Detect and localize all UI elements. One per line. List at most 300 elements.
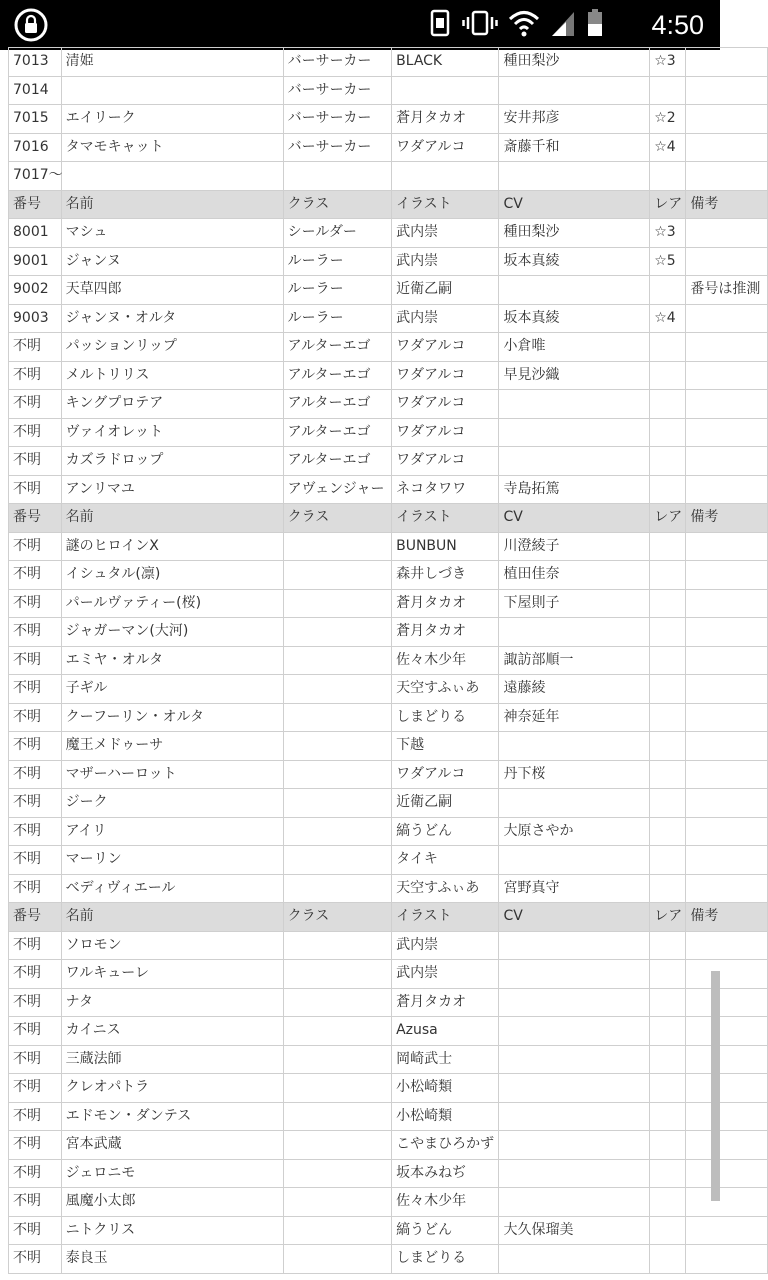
cell-name: ニトクリス	[61, 1216, 283, 1245]
cell-class: アルターエゴ	[283, 390, 391, 419]
header-cell-note: 備考	[686, 190, 768, 219]
header-cell-illustrator: イラスト	[392, 190, 499, 219]
cell-number: 不明	[9, 1131, 62, 1160]
cell-cv	[499, 276, 650, 305]
cell-rarity: ☆4	[650, 133, 686, 162]
cell-cv: 種田梨沙	[499, 48, 650, 77]
cell-class	[283, 1216, 391, 1245]
header-cell-illustrator: イラスト	[392, 504, 499, 533]
cell-note	[686, 1045, 768, 1074]
cell-illustrator: タイキ	[392, 846, 499, 875]
cell-number: 不明	[9, 1017, 62, 1046]
header-cell-class: クラス	[283, 903, 391, 932]
cell-illustrator: ワダアルコ	[392, 133, 499, 162]
cell-cv	[499, 789, 650, 818]
cell-rarity	[650, 1159, 686, 1188]
cell-number: 不明	[9, 361, 62, 390]
header-cell-name: 名前	[61, 903, 283, 932]
cell-name: ジャンヌ・オルタ	[61, 304, 283, 333]
cell-class	[283, 1017, 391, 1046]
cell-note	[686, 133, 768, 162]
header-cell-rarity: レア	[650, 190, 686, 219]
cell-number: 不明	[9, 1245, 62, 1274]
cell-number: 不明	[9, 1045, 62, 1074]
table-row	[9, 817, 768, 846]
cell-rarity	[650, 931, 686, 960]
cell-cv	[499, 162, 650, 191]
cell-illustrator: 武内崇	[392, 247, 499, 276]
cell-name: 子ギル	[61, 675, 283, 704]
cell-name: 魔王メドゥーサ	[61, 732, 283, 761]
cell-rarity	[650, 1188, 686, 1217]
cell-rarity	[650, 817, 686, 846]
table-row	[9, 532, 768, 561]
cell-illustrator: 武内崇	[392, 960, 499, 989]
cell-cv	[499, 988, 650, 1017]
cell-cv	[499, 618, 650, 647]
cell-illustrator: 縞うどん	[392, 817, 499, 846]
cell-illustrator: 天空すふぃあ	[392, 874, 499, 903]
cell-class: アルターエゴ	[283, 333, 391, 362]
cell-rarity	[650, 390, 686, 419]
cell-illustrator: Azusa	[392, 1017, 499, 1046]
cell-note	[686, 1245, 768, 1274]
table-row	[9, 675, 768, 704]
cell-name: ヴァイオレット	[61, 418, 283, 447]
cell-number: 不明	[9, 618, 62, 647]
header-cell-number: 番号	[9, 903, 62, 932]
cell-number: 不明	[9, 1159, 62, 1188]
cell-note	[686, 1131, 768, 1160]
cell-class	[283, 931, 391, 960]
cell-name: マザーハーロット	[61, 760, 283, 789]
cell-illustrator: 近衛乙嗣	[392, 789, 499, 818]
cell-cv	[499, 1131, 650, 1160]
cell-number: 不明	[9, 532, 62, 561]
cell-class: バーサーカー	[283, 105, 391, 134]
header-cell-number: 番号	[9, 504, 62, 533]
cell-illustrator: 佐々木少年	[392, 646, 499, 675]
cell-class	[283, 1045, 391, 1074]
cell-rarity	[650, 532, 686, 561]
cell-cv: 坂本真綾	[499, 247, 650, 276]
cell-cv	[499, 732, 650, 761]
cell-class	[283, 561, 391, 590]
cell-cv: 大久保瑠美	[499, 1216, 650, 1245]
cell-number: 不明	[9, 789, 62, 818]
cell-name: マーリン	[61, 846, 283, 875]
cell-illustrator: ワダアルコ	[392, 418, 499, 447]
cell-class	[283, 532, 391, 561]
cell-class	[283, 874, 391, 903]
cell-name: ジャガーマン(大河)	[61, 618, 283, 647]
cell-cv	[499, 1245, 650, 1274]
cell-cv: 寺島拓篤	[499, 475, 650, 504]
header-cell-class: クラス	[283, 190, 391, 219]
cell-rarity	[650, 1017, 686, 1046]
table-row	[9, 760, 768, 789]
cell-cv: 斎藤千和	[499, 133, 650, 162]
cell-note	[686, 874, 768, 903]
cell-illustrator: ワダアルコ	[392, 390, 499, 419]
cell-name: キングプロテア	[61, 390, 283, 419]
cell-note	[686, 76, 768, 105]
cell-class: バーサーカー	[283, 76, 391, 105]
cell-name: メルトリリス	[61, 361, 283, 390]
cell-class	[283, 1245, 391, 1274]
cell-rarity: ☆3	[650, 48, 686, 77]
cell-note	[686, 247, 768, 276]
cell-name: ナタ	[61, 988, 283, 1017]
cell-rarity: ☆2	[650, 105, 686, 134]
cell-illustrator: ネコタワワ	[392, 475, 499, 504]
table-row	[9, 76, 768, 105]
cell-name: ワルキューレ	[61, 960, 283, 989]
cell-class	[283, 846, 391, 875]
cell-illustrator: 武内崇	[392, 931, 499, 960]
table-row	[9, 475, 768, 504]
cell-name: パールヴァティー(桜)	[61, 589, 283, 618]
cell-name: アンリマユ	[61, 475, 283, 504]
cell-number: 7014	[9, 76, 62, 105]
cell-note	[686, 589, 768, 618]
cell-name: ジーク	[61, 789, 283, 818]
cell-note	[686, 817, 768, 846]
cell-name: カイニス	[61, 1017, 283, 1046]
cell-name: マシュ	[61, 219, 283, 248]
cell-illustrator: ワダアルコ	[392, 447, 499, 476]
cell-note	[686, 532, 768, 561]
cell-rarity	[650, 732, 686, 761]
cell-cv	[499, 76, 650, 105]
cell-class	[283, 162, 391, 191]
cell-class: アルターエゴ	[283, 361, 391, 390]
cell-rarity: ☆5	[650, 247, 686, 276]
cell-cv	[499, 846, 650, 875]
table-row	[9, 333, 768, 362]
cell-note	[686, 988, 768, 1017]
cell-number: 不明	[9, 447, 62, 476]
cell-class	[283, 646, 391, 675]
cell-class	[283, 1131, 391, 1160]
scrollbar[interactable]	[711, 971, 720, 1201]
cell-rarity	[650, 874, 686, 903]
table-row	[9, 646, 768, 675]
cell-class	[283, 760, 391, 789]
cell-illustrator: 森井しづき	[392, 561, 499, 590]
cell-illustrator: 下越	[392, 732, 499, 761]
table-row	[9, 1216, 768, 1245]
cell-illustrator	[392, 76, 499, 105]
cell-rarity	[650, 1245, 686, 1274]
table-row	[9, 561, 768, 590]
cell-note	[686, 703, 768, 732]
table-row	[9, 618, 768, 647]
cell-cv	[499, 1102, 650, 1131]
header-cell-rarity: レア	[650, 504, 686, 533]
cell-illustrator: 蒼月タカオ	[392, 589, 499, 618]
cell-illustrator: 小松崎類	[392, 1074, 499, 1103]
cell-number: 7013	[9, 48, 62, 77]
table-row	[9, 418, 768, 447]
table-row	[9, 447, 768, 476]
cell-rarity	[650, 418, 686, 447]
table-row	[9, 247, 768, 276]
cell-number: 不明	[9, 333, 62, 362]
cell-class: シールダー	[283, 219, 391, 248]
cell-number: 不明	[9, 589, 62, 618]
cell-illustrator: 蒼月タカオ	[392, 105, 499, 134]
cell-rarity	[650, 333, 686, 362]
cell-name: 天草四郎	[61, 276, 283, 305]
cell-illustrator: 武内崇	[392, 219, 499, 248]
clock: 4:50	[651, 10, 704, 40]
cell-class	[283, 1159, 391, 1188]
table-row	[9, 732, 768, 761]
cell-class: バーサーカー	[283, 48, 391, 77]
cell-note	[686, 1159, 768, 1188]
cell-rarity	[650, 960, 686, 989]
cell-cv: 早見沙織	[499, 361, 650, 390]
cell-name: ジェロニモ	[61, 1159, 283, 1188]
cell-class	[283, 960, 391, 989]
cell-class: バーサーカー	[283, 133, 391, 162]
table-row	[9, 133, 768, 162]
cell-name: クレオパトラ	[61, 1074, 283, 1103]
cell-rarity	[650, 988, 686, 1017]
cell-note: 番号は推測	[686, 276, 768, 305]
table-row	[9, 1102, 768, 1131]
cell-number: 7017～	[9, 162, 62, 191]
battery-icon	[586, 8, 604, 42]
cell-cv	[499, 931, 650, 960]
lock-icon	[14, 8, 48, 42]
cell-note	[686, 447, 768, 476]
cell-number: 9003	[9, 304, 62, 333]
table-row	[9, 162, 768, 191]
cell-cv: 宮野真守	[499, 874, 650, 903]
cell-class	[283, 817, 391, 846]
cell-note	[686, 304, 768, 333]
cell-cv: 種田梨沙	[499, 219, 650, 248]
cell-class	[283, 789, 391, 818]
cell-number: 8001	[9, 219, 62, 248]
cell-number: 不明	[9, 390, 62, 419]
cell-name	[61, 162, 283, 191]
cell-rarity	[650, 675, 686, 704]
cell-cv	[499, 418, 650, 447]
servant-table	[8, 47, 768, 1274]
cell-name: ベディヴィエール	[61, 874, 283, 903]
cell-note	[686, 418, 768, 447]
cell-rarity: ☆4	[650, 304, 686, 333]
cell-name: ソロモン	[61, 931, 283, 960]
table-row	[9, 219, 768, 248]
cell-note	[686, 618, 768, 647]
cell-rarity	[650, 1102, 686, 1131]
cell-class	[283, 1102, 391, 1131]
table-row	[9, 988, 768, 1017]
cell-cv: 川澄綾子	[499, 532, 650, 561]
header-cell-cv: CV	[499, 190, 650, 219]
cell-note	[686, 1074, 768, 1103]
cell-name: 泰良玉	[61, 1245, 283, 1274]
cell-number: 不明	[9, 960, 62, 989]
cell-class: アルターエゴ	[283, 418, 391, 447]
cell-cv	[499, 1017, 650, 1046]
cell-rarity	[650, 447, 686, 476]
signal-icon	[550, 8, 576, 42]
cell-name: 清姫	[61, 48, 283, 77]
cell-cv: 遠藤綾	[499, 675, 650, 704]
cell-number: 不明	[9, 846, 62, 875]
cell-note	[686, 789, 768, 818]
cell-number: 不明	[9, 703, 62, 732]
cell-name: エミヤ・オルタ	[61, 646, 283, 675]
cell-note	[686, 760, 768, 789]
cell-illustrator: しまどりる	[392, 1245, 499, 1274]
cell-cv: 安井邦彦	[499, 105, 650, 134]
cell-illustrator: 坂本みねぢ	[392, 1159, 499, 1188]
cell-rarity	[650, 276, 686, 305]
cell-illustrator: しまどりる	[392, 703, 499, 732]
header-cell-name: 名前	[61, 504, 283, 533]
header-cell-rarity: レア	[650, 903, 686, 932]
cell-note	[686, 960, 768, 989]
cell-rarity	[650, 1216, 686, 1245]
table-row	[9, 1045, 768, 1074]
table-row	[9, 48, 768, 77]
cell-class: アルターエゴ	[283, 447, 391, 476]
cell-name: ジャンヌ	[61, 247, 283, 276]
header-cell-illustrator: イラスト	[392, 903, 499, 932]
table-row	[9, 703, 768, 732]
cell-note	[686, 333, 768, 362]
cell-cv	[499, 447, 650, 476]
cell-illustrator: 天空すふぃあ	[392, 675, 499, 704]
cell-cv	[499, 1045, 650, 1074]
cell-rarity	[650, 162, 686, 191]
cell-name: 風魔小太郎	[61, 1188, 283, 1217]
cell-number: 不明	[9, 732, 62, 761]
cell-illustrator: BLACK	[392, 48, 499, 77]
cell-number: 不明	[9, 675, 62, 704]
cell-rarity	[650, 475, 686, 504]
cell-class: ルーラー	[283, 276, 391, 305]
cell-rarity	[650, 361, 686, 390]
cell-illustrator: BUNBUN	[392, 532, 499, 561]
header-cell-cv: CV	[499, 504, 650, 533]
cell-rarity	[650, 760, 686, 789]
cell-name: 宮本武蔵	[61, 1131, 283, 1160]
cell-class	[283, 988, 391, 1017]
cell-class: アヴェンジャー	[283, 475, 391, 504]
table-row	[9, 276, 768, 305]
cell-class	[283, 1074, 391, 1103]
cell-note	[686, 675, 768, 704]
cell-number: 9002	[9, 276, 62, 305]
table-row	[9, 846, 768, 875]
table-row	[9, 1074, 768, 1103]
cell-number: 不明	[9, 874, 62, 903]
cell-name: 謎のヒロインX	[61, 532, 283, 561]
table-row	[9, 931, 768, 960]
cell-illustrator	[392, 162, 499, 191]
cell-rarity	[650, 846, 686, 875]
cell-name: 三蔵法師	[61, 1045, 283, 1074]
table-row	[9, 589, 768, 618]
table-row	[9, 874, 768, 903]
header-cell-note: 備考	[686, 504, 768, 533]
cell-rarity	[650, 589, 686, 618]
cell-number: 不明	[9, 931, 62, 960]
cell-note	[686, 931, 768, 960]
cell-name: カズラドロップ	[61, 447, 283, 476]
header-cell-name: 名前	[61, 190, 283, 219]
cell-class	[283, 618, 391, 647]
web-content[interactable]	[0, 50, 761, 1280]
cell-name: エイリーク	[61, 105, 283, 134]
cell-cv: 下屋則子	[499, 589, 650, 618]
cell-note	[686, 1102, 768, 1131]
table-row	[9, 1188, 768, 1217]
cell-illustrator: 蒼月タカオ	[392, 618, 499, 647]
cell-cv	[499, 1159, 650, 1188]
cell-number: 不明	[9, 1188, 62, 1217]
cell-note	[686, 646, 768, 675]
table-header-row	[9, 504, 768, 533]
cell-illustrator: ワダアルコ	[392, 361, 499, 390]
cell-rarity	[650, 1131, 686, 1160]
table-row	[9, 304, 768, 333]
cell-number: 不明	[9, 988, 62, 1017]
cell-number: 不明	[9, 760, 62, 789]
cell-name: クーフーリン・オルタ	[61, 703, 283, 732]
cell-note	[686, 475, 768, 504]
cell-note	[686, 1188, 768, 1217]
cell-illustrator: 岡崎武士	[392, 1045, 499, 1074]
cell-name	[61, 76, 283, 105]
cell-name: イシュタル(凛)	[61, 561, 283, 590]
cell-cv: 大原さやか	[499, 817, 650, 846]
cell-note	[686, 561, 768, 590]
cell-note	[686, 1216, 768, 1245]
cell-cv	[499, 390, 650, 419]
table-row	[9, 960, 768, 989]
cell-illustrator: 近衛乙嗣	[392, 276, 499, 305]
cell-illustrator: 小松崎類	[392, 1102, 499, 1131]
cell-note	[686, 1017, 768, 1046]
cell-illustrator: 蒼月タカオ	[392, 988, 499, 1017]
cell-number: 不明	[9, 418, 62, 447]
phone-icon	[428, 8, 452, 42]
cell-illustrator: ワダアルコ	[392, 333, 499, 362]
table-header-row	[9, 903, 768, 932]
cell-note	[686, 105, 768, 134]
table-row	[9, 1017, 768, 1046]
cell-rarity	[650, 1045, 686, 1074]
cell-rarity	[650, 76, 686, 105]
table-row	[9, 361, 768, 390]
cell-cv: 小倉唯	[499, 333, 650, 362]
cell-rarity	[650, 703, 686, 732]
cell-cv	[499, 1074, 650, 1103]
cell-cv	[499, 960, 650, 989]
cell-note	[686, 361, 768, 390]
wifi-icon	[508, 8, 540, 42]
cell-cv: 諏訪部順一	[499, 646, 650, 675]
header-cell-cv: CV	[499, 903, 650, 932]
